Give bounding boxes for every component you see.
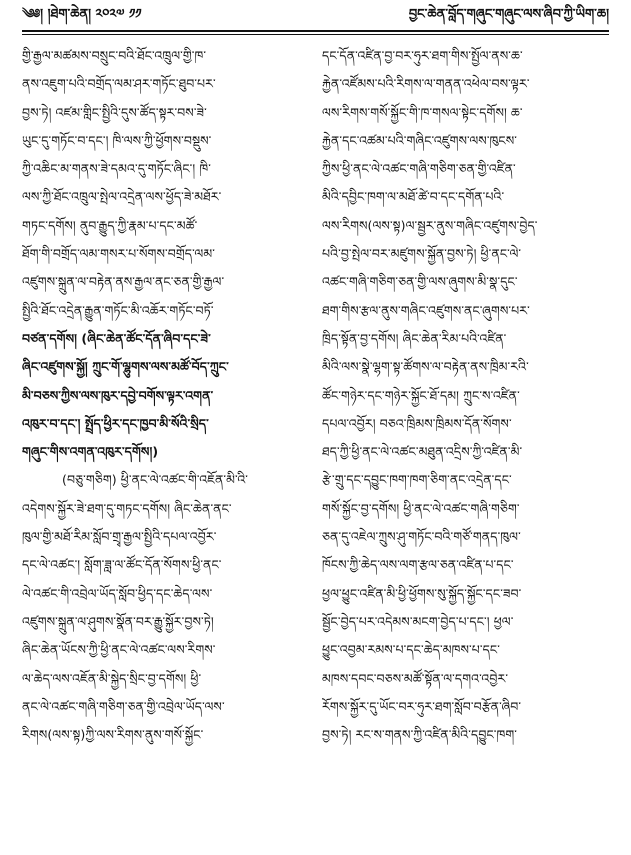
text-line: ཀྱིས་ཕྱི་ནང་ལེ་འཚང་གཞི་གཅིག་ཅན་གྱི་འཛིན་ <box>322 161 516 177</box>
text-line: ལས་རིགས(ལས་སྟ)ལ་སྦྱར་ནུས་གཞིང་འཛུགས་བྱེད་ <box>322 217 538 233</box>
text-line: ཐག་གིས་རྩལ་ནུས་གཞིང་འཛུགས་ནང་ཞུགས་པར་ <box>322 302 530 318</box>
right-column <box>322 42 607 749</box>
text-line: རྐྱེན་དང་འཚམ་པའི་གཞིང་འཛུགས་ལས་ཁུངས་ <box>322 132 517 148</box>
text-line: ལེ་འཚང་གི་འབྲེལ་ཡོད་སློབ་ཕྱིད་དང་ཆེད་ལས་ <box>22 585 213 601</box>
text-line: སྦྱོང་བྱེད་པར་འདེམས་མངག་བྱེད་པ་དང་། ཕྱལ་ <box>322 613 514 629</box>
text-line: ནང་ལེ་འཚང་གཞི་གཅིག་ཅན་གྱི་འབྲེལ་ཡོད་ལས་ <box>22 698 225 714</box>
text-line: རྩེ་གྲུ་དང་དབྱུང་ཁག་ཁག་ཅིག་ནང་འདྲེན་དང་ <box>322 472 512 488</box>
text-line: མི་བཅས་ཀྱིས་ལས་ཁུར་དབྱེ་བགོས་ལྟར་འགན་ <box>22 387 214 403</box>
text-line: ཁུལ་གྱི་མཐོ་རིམ་སློབ་གྲྭ་རྒྱལ་སྤྱིའི་དཔལ་འབྱོར་ <box>22 529 217 545</box>
header-left: ༄༅། །ཐེག་ཆེན། ༢༠༢༧ ༡༡ <box>22 6 142 22</box>
text-line: གསོ་སྐྱོང་བྱ་དགོས། ཕྱི་ནང་ལེ་འཚང་གཞི་གཅིག་ <box>322 500 520 516</box>
text-line: དང་དོན་འཛིན་བྱ་བར་ཧུར་ཐག་གིས་སྤྱོལ་ནས་ཆ་ <box>322 48 523 63</box>
text-line: འདེགས་སྐྱོར་ཟེ་ཐག་དུ་གཏང་དགོས། ཞིང་ཆེན་ནང་ <box>22 500 232 516</box>
text-line: རྐྱེན་འཛོམས་པའི་རིགས་ལ་གནན་འཕེལ་བས་ལྟར་ <box>322 76 530 92</box>
text-line: གྱི་རྒྱལ་མཚམས་བསྲུང་བའི་ཐོང་འཁྲུལ་གྱི་ཁ་ <box>22 48 207 63</box>
left-column <box>22 42 307 749</box>
text-line: འཛུགས་སྐྲུན་ལ་ཤུགས་སྣོན་བར་རྒྱུ་སྐྱོར་བྱས་ཏེ། <box>22 613 214 629</box>
text-line: (བཅུ་གཅིག) ཕྱི་ནང་ལེ་འཚང་གི་འཇོན་མི་འི་ <box>62 472 249 488</box>
text-line: ཀྱི་འཆིང་མ་གནས་ཟེ་དམའ་དུ་གཏོང་ཞིང་། ཁི་ <box>22 161 211 177</box>
text-line: སྤྱིའི་ཐོང་འདྲེན་རྒྱུན་གཏོང་མི་འཆོར་གཏོང་བཏོ་ <box>22 302 214 318</box>
text-line: དཔལ་འབྱོར། བཅའ་ཁྲིམས་ཁྲིམས་དོན་སོགས་ <box>322 415 512 431</box>
header-right: བྱང་ཆེན་བློད་གཞུང་གཞུང་ལས་ཞིབ་ཀྱི་ཡིག་ཆ། <box>408 6 609 22</box>
text-line: གཞུང་གིས་འགན་འཁུར་དགོས།) <box>22 444 159 460</box>
text-line: གཏང་དགོས། ནུབ་རྒྱུད་ཀྱི་རྣམ་པ་དང་མཚོ་ <box>22 217 198 233</box>
text-line: ལ་ཆེད་ལས་འཇོན་མི་སྐྱེད་སྲིང་བྱ་དགོས། ཕྱི་ <box>22 670 202 686</box>
text-line: ནས་འཇུག་པའི་བགྲོད་ལམ་ཤར་གཏོང་ཐུབ་པར་ <box>22 76 216 92</box>
text-line: ཡུང་དུ་གཏོང་བ་དང་། ཁི་ལས་ཀྱི་ཕྱོགས་བསྡུས་ <box>22 132 212 148</box>
text-line: བཙན་དགོས། (ཞིང་ཆེན་ཚོང་དོན་ཞིབ་དང་ཟེ་ <box>22 330 211 346</box>
text-line: ཐོག་གི་བགྲོད་ལམ་གསར་པ་སོགས་བགྲོད་ལམ་ <box>22 246 215 262</box>
text-line: ཅན་དུ་འཇེལ་ཀྲུས་ཤུ་གཏོང་བའི་གཙོ་གནད་ཁུལ་ <box>322 529 521 545</box>
header-rule-thin <box>22 34 609 35</box>
text-line: འཚང་གཞི་གཅིག་ཅན་གྱི་ལས་ཞུགས་མི་སྣ་དུང་ <box>322 274 518 290</box>
text-line: བྱས་ཏེ། འཛམ་གླིང་སྤྱིའི་དུས་ཚོད་སྟར་བས་ཟེ་ <box>22 104 207 120</box>
text-line: མཁས་དབང་བཅས་མཚོ་སྟོན་ལ་དགའ་འབྱེར་ <box>322 670 509 686</box>
text-line: ཞིང་ཆེན་ཡོངས་ཀྱི་ཕྱི་ནང་ལེ་འཚང་ལས་རིགས་ <box>22 642 216 658</box>
text-line: ཕྱུང་འབྱམ་རམས་པ་དང་ཆེད་མཁས་པ་དང་ <box>322 642 500 658</box>
text-line: བྱས་ཏེ། རང་ས་གནས་ཀྱི་འཛིན་མིའི་དབྱུང་ཁག་ <box>322 727 517 743</box>
text-line: དང་ལེ་འཚང་། སློག་ཟླ་ལ་ཚོང་དོན་སོགས་ཕྱི་ནང་ <box>22 557 222 573</box>
text-line: འཁུར་བ་དང་། སྤྲོད་ཕྱིར་དང་ཁྱབ་མི་སོའི་སྲིད་ <box>22 415 209 431</box>
text-line: རིགས(ལས་སྟ)ཀྱི་ལས་རིགས་ནུས་གསོ་སྐྱོང་ <box>22 727 204 743</box>
text-line: ལས་ཀྱི་ཐོང་འཁྲུལ་སྤེལ་འདྲེན་ལས་ཕྱོད་ཟེ་མཐོར་ <box>22 189 222 205</box>
text-line: མིའི་དབྱིང་ཁག་ལ་མཐོ་ཚེ་བ་དང་དགོན་པའི་ <box>322 189 505 205</box>
text-line: རོགས་སྐྱོར་དུ་ཡོང་བར་ཧུར་ཐག་སློབ་བརྩོན་ཞིབ་ <box>322 698 522 714</box>
text-line: ཞིང་འཛུགས་སྐྱོ། ཀྲུང་གོ་ལྷུགས་ལས་མཚོ་བོད་ཀྲུང་ <box>22 359 229 375</box>
text-line: འཛུགས་སྐྲུན་ལ་བརྟེན་ནས་རྒྱལ་ནང་ཅན་གྱི་རྒྱལ་ <box>22 274 225 290</box>
text-line: ཁོངས་ཀྱི་ཆེད་ལས་ལག་རྩལ་ཅན་འཛིན་པ་དང་ <box>322 557 514 573</box>
text-line: ཚོང་གཉེར་དང་གཉེར་སྐྱོང་ཐོ་དམ། ཀྲུང་ས་འཛིན་ <box>322 387 520 403</box>
text-line: ཁྲིད་སྟོན་བྱ་དགོས། ཞིང་ཆེན་རིམ་པའི་འཛིན་ <box>322 330 507 346</box>
header-rule-thick <box>22 30 609 32</box>
text-line: ལས་རིགས་གསོ་སྐྱོང་གི་ཁ་གསལ་སྟེང་དགོས། ཆ་ <box>322 104 523 120</box>
text-line: ཕྱལ་ཕྱུང་འཛིན་མི་ཕྱི་ཕྱོགས་སུ་སྐྱོད་སྐྱོང་དང་ཟབ་ <box>322 585 522 601</box>
running-header <box>22 4 609 30</box>
text-line: པའི་བྱ་སྤེལ་བར་མཛུགས་སྐྱོན་བྱས་ཏེ། ཕྱི་ནང་ལེ་ <box>322 246 522 262</box>
text-line: མིའི་ལས་སྣེ་ལྷག་སྟ་ཚོགས་ལ་བརྟེན་ནས་ཁྲིམ་རའི་ <box>322 359 529 375</box>
text-line: ཐད་ཀྱི་ཕྱི་ནང་ལེ་འཚང་མཐུན་འདྲིས་ཀྱི་འཛིན་མི་ <box>322 444 523 460</box>
